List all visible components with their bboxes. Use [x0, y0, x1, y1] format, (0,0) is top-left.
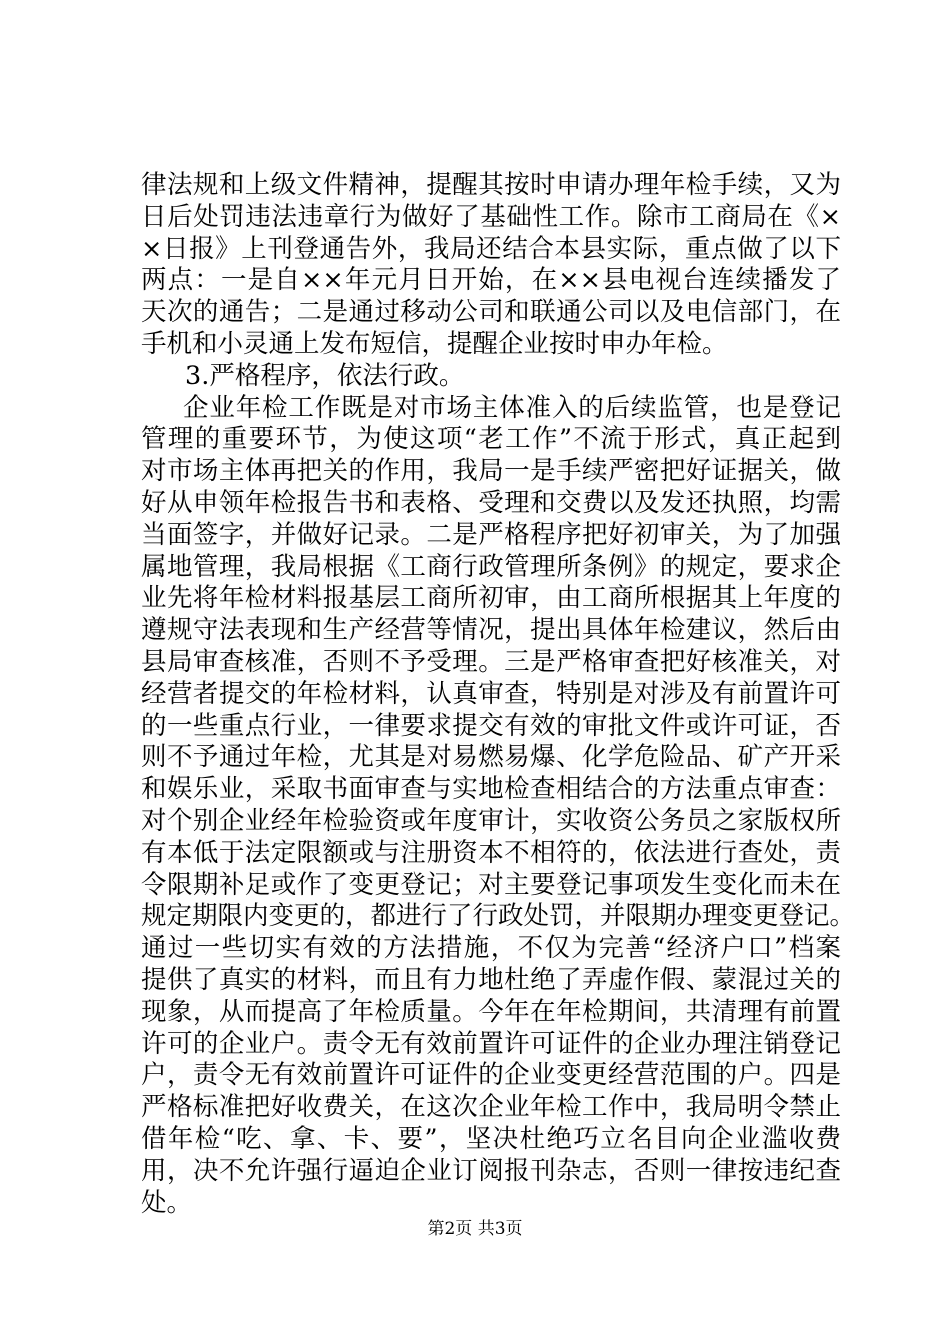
text-line: 用，决不允许强行逼迫企业订阅报刊杂志，否则一律按违纪查 [141, 1155, 841, 1186]
text-line: 企业年检工作既是对市场主体准入的后续监管，也是登记 [183, 392, 841, 423]
section-heading: 3.严格程序，依法行政。 [185, 360, 465, 391]
text-line: 经营者提交的年检材料，认真审查，特别是对涉及有前置许可 [141, 678, 841, 709]
text-line: 提供了真实的材料，而且有力地杜绝了弄虚作假、蒙混过关的 [141, 964, 841, 995]
text-line: 对个别企业经年检验资或年度审计，实收资公务员之家版权所 [141, 805, 841, 836]
text-line: 现象，从而提高了年检质量。今年在年检期间，共清理有前置 [141, 996, 841, 1027]
text-line: 规定期限内变更的，都进行了行政处罚，并限期办理变更登记。 [141, 901, 856, 932]
text-line: 严格标准把好收费关，在这次企业年检工作中，我局明令禁止 [141, 1092, 841, 1123]
text-line: 属地管理，我局根据《工商行政管理所条例》的规定，要求企 [141, 551, 841, 582]
text-line: 借年检“吃、拿、卡、要”，坚决杜绝巧立名目向企业滥收费 [141, 1123, 841, 1154]
text-line: 好从申领年检报告书和表格、受理和交费以及发还执照，均需 [141, 487, 841, 518]
text-line: 户，责令无有效前置许可证件的企业变更经营范围的户。四是 [141, 1060, 841, 1091]
text-line: 则不予通过年检，尤其是对易燃易爆、化学危险品、矿产开采 [141, 742, 841, 773]
text-line: 许可的企业户。责令无有效前置许可证件的企业办理注销登记 [141, 1028, 841, 1059]
text-line: 当面签字，并做好记录。二是严格程序把好初审关，为了加强 [141, 519, 841, 550]
text-line: 有本低于法定限额或与注册资本不相符的，依法进行查处，责 [141, 837, 841, 868]
text-line: 遵规守法表现和生产经营等情况，提出具体年检建议，然后由 [141, 615, 841, 646]
text-line: 和娱乐业，采取书面审查与实地检查相结合的方法重点审查： [141, 774, 841, 805]
text-line: 两点：一是自××年元月日开始，在××县电视台连续播发了 [141, 265, 841, 296]
text-line: 处。 [141, 1187, 193, 1218]
text-line: ×日报》上刊登通告外，我局还结合本县实际，重点做了以下 [141, 233, 841, 264]
text-line: 通过一些切实有效的方法措施，不仅为完善“经济户口”档案 [141, 933, 841, 964]
text-line: 的一些重点行业，一律要求提交有效的审批文件或许可证，否 [141, 710, 841, 741]
text-line: 业先将年检材料报基层工商所初审，由工商所根据其上年度的 [141, 583, 841, 614]
page-number-footer: 第2页 共3页 [427, 1219, 523, 1239]
text-line: 令限期补足或作了变更登记；对主要登记事项发生变化而未在 [141, 869, 841, 900]
document-body [141, 170, 856, 1219]
paragraph-1 [141, 170, 841, 361]
text-line: 日后处罚违法违章行为做好了基础性工作。除市工商局在《× [141, 201, 841, 232]
text-line: 管理的重要环节，为使这项“老工作”不流于形式，真正起到 [141, 424, 841, 455]
text-line: 对市场主体再把关的作用，我局一是手续严密把好证据关，做 [141, 456, 841, 487]
text-line: 手机和小灵通上发布短信，提醒企业按时申办年检。 [141, 328, 728, 359]
paragraph-2 [141, 392, 856, 1220]
text-line: 县局审查核准，否则不予受理。三是严格审查把好核准关，对 [141, 646, 841, 677]
text-line: 天次的通告；二是通过移动公司和联通公司以及电信部门，在 [141, 297, 841, 328]
text-line: 律法规和上级文件精神，提醒其按时申请办理年检手续，又为 [141, 170, 841, 200]
